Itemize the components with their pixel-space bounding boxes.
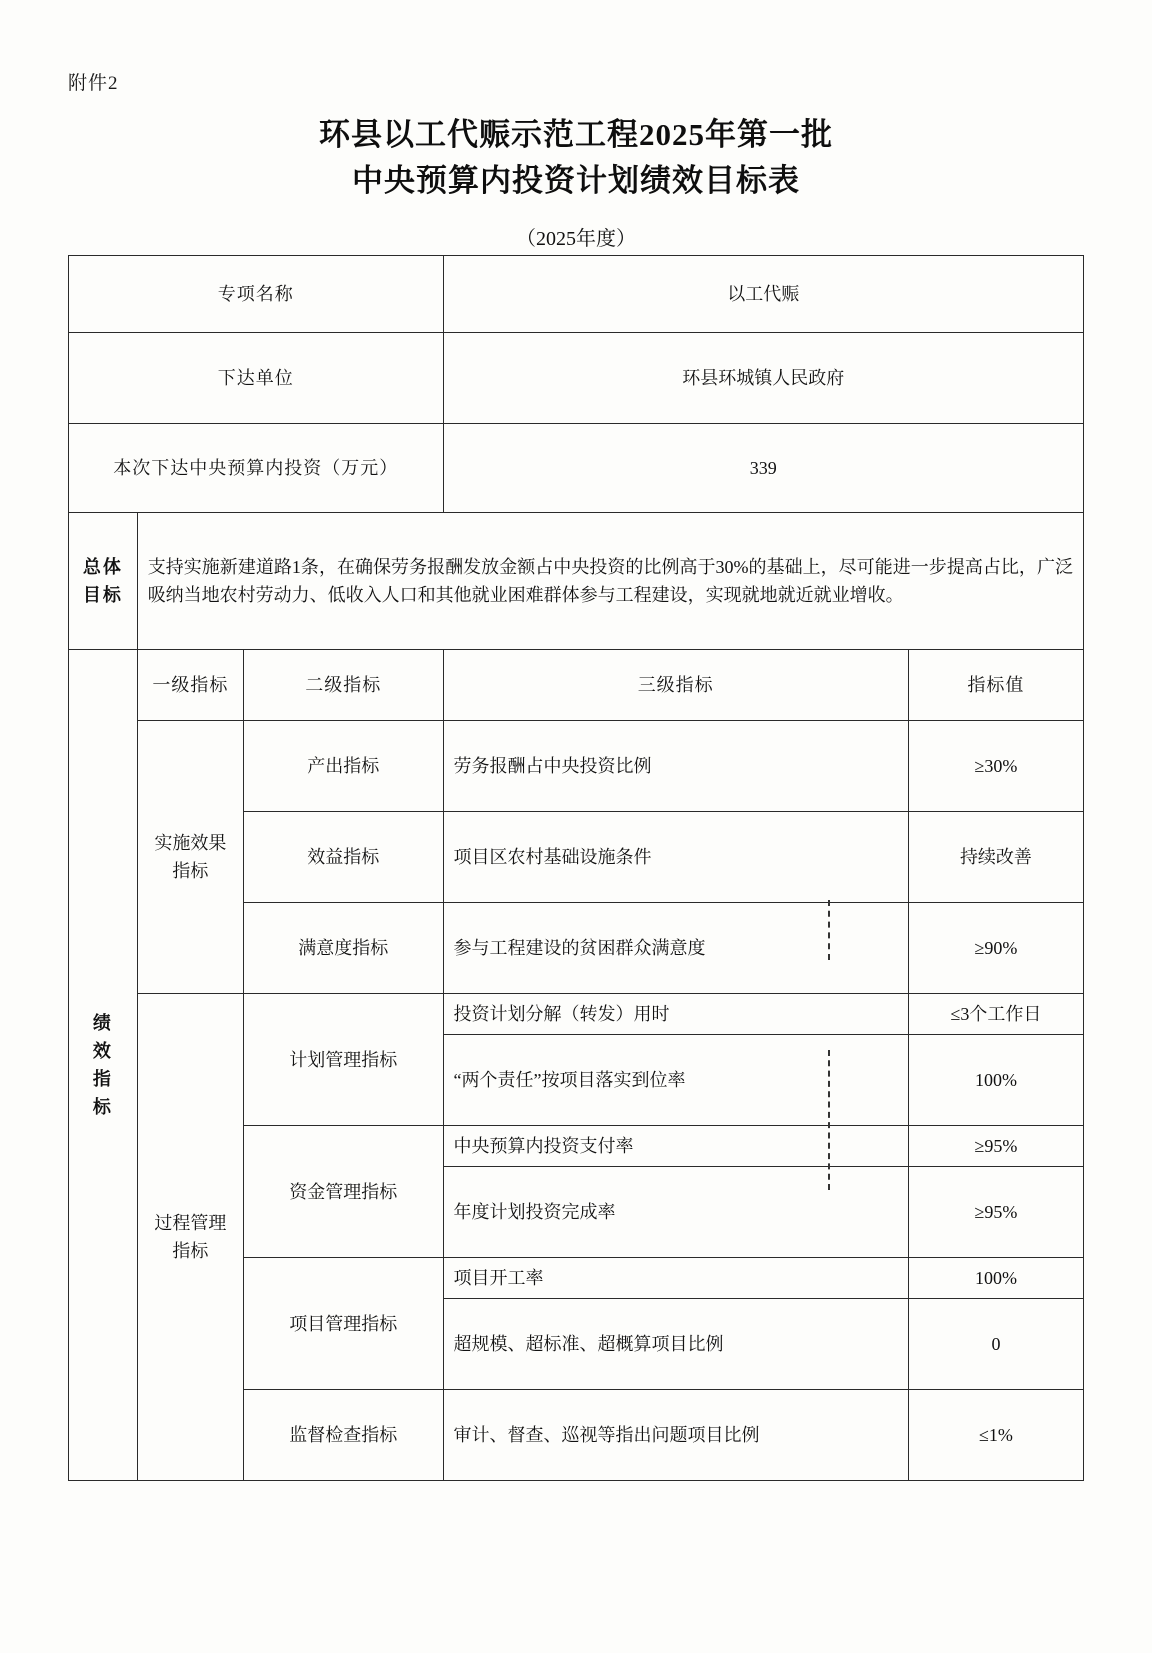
performance-indicator-side-label [69, 650, 138, 1481]
side-label-char-3: 指 [92, 1069, 113, 1089]
overall-goal-label [69, 513, 138, 650]
level3-audit-issue-ratio: 审计、督查、巡视等指出问题项目比例 [443, 1390, 908, 1481]
table-row [69, 994, 1084, 1035]
overall-goal-label-line-1: 总体 [82, 557, 123, 577]
level1-implementation-effect: 实施效果指标 [137, 721, 243, 994]
column-header-level2: 二级指标 [244, 650, 443, 721]
side-label-char-2: 效 [92, 1041, 113, 1061]
issuing-unit-label: 下达单位 [69, 333, 444, 424]
page-title-line-2: 中央预算内投资计划绩效目标表 [352, 163, 800, 198]
level2-output-indicator: 产出指标 [244, 721, 443, 812]
level3-satisfaction: 参与工程建设的贫困群众满意度 [443, 903, 908, 994]
level2-supervision-inspection: 监督检查指标 [244, 1390, 443, 1481]
overall-goal-label-line-2: 目标 [82, 585, 123, 605]
table-row [69, 721, 1084, 812]
level2-benefit-indicator: 效益指标 [244, 812, 443, 903]
issuing-unit-value: 环县环城镇人民政府 [443, 333, 1084, 424]
level3-annual-completion-rate: 年度计划投资完成率 [443, 1167, 908, 1258]
side-label-char-4: 标 [92, 1097, 113, 1117]
level3-payment-rate: 中央预算内投资支付率 [443, 1126, 908, 1167]
performance-target-table [68, 255, 1084, 1481]
value-project-start-rate: 100% [908, 1258, 1083, 1299]
side-label-char-1: 绩 [92, 1013, 113, 1033]
level1-process-management [137, 994, 243, 1481]
overall-goal-text: 支持实施新建道路1条，在确保劳务报酬发放金额占中央投资的比例高于30%的基础上，尽可能进一步提高占比，广泛吸纳当地农村劳动力、低收入人口和其他就业困难群体参与工程建设，实现就地就近就业增收。 [137, 513, 1083, 650]
level3-project-start-rate: 项目开工率 [443, 1258, 908, 1299]
level2-project-management: 项目管理指标 [244, 1258, 443, 1390]
value-labor-pay-ratio: ≥30% [908, 721, 1083, 812]
level3-two-responsibilities: “两个责任”按项目落实到位率 [443, 1035, 908, 1126]
column-header-level3: 三级指标 [443, 650, 908, 721]
special-program-label: 专项名称 [69, 256, 444, 333]
special-program-value: 以工代赈 [443, 256, 1084, 333]
value-two-responsibilities: 100% [908, 1035, 1083, 1126]
level3-labor-pay-ratio: 劳务报酬占中央投资比例 [443, 721, 908, 812]
table-row [69, 513, 1084, 650]
level3-rural-infrastructure: 项目区农村基础设施条件 [443, 812, 908, 903]
value-plan-breakdown-time: ≤3个工作日 [908, 994, 1083, 1035]
value-payment-rate: ≥95% [908, 1126, 1083, 1167]
value-audit-issue-ratio: ≤1% [908, 1390, 1083, 1481]
table-row [69, 424, 1084, 513]
level2-plan-management: 计划管理指标 [244, 994, 443, 1126]
page-title-line-1: 环县以工代赈示范工程2025年第一批 [319, 117, 833, 152]
fiscal-year-note: （2025年度） [516, 228, 636, 250]
value-rural-infrastructure: 持续改善 [908, 812, 1083, 903]
table-row [69, 650, 1084, 721]
investment-amount-label: 本次下达中央预算内投资（万元） [69, 424, 444, 513]
column-header-value: 指标值 [908, 650, 1083, 721]
level2-fund-management: 资金管理指标 [244, 1126, 443, 1258]
level2-satisfaction-indicator: 满意度指标 [244, 903, 443, 994]
scan-fold-mark-upper [828, 900, 830, 960]
investment-amount-value: 339 [443, 424, 1084, 513]
value-over-scale-ratio: 0 [908, 1299, 1083, 1390]
page-title [0, 112, 1152, 204]
table-row [69, 256, 1084, 333]
value-satisfaction: ≥90% [908, 903, 1083, 994]
level3-plan-breakdown-time: 投资计划分解（转发）用时 [443, 994, 908, 1035]
scan-fold-mark-lower [828, 1050, 830, 1190]
value-annual-completion-rate: ≥95% [908, 1167, 1083, 1258]
column-header-level1: 一级指标 [137, 650, 243, 721]
level3-over-scale-ratio: 超规模、超标准、超概算项目比例 [443, 1299, 908, 1390]
level1-process-management-text: 过程管理指标 [154, 1213, 227, 1261]
attachment-label: 附件2 [68, 73, 119, 94]
table-row [69, 333, 1084, 424]
